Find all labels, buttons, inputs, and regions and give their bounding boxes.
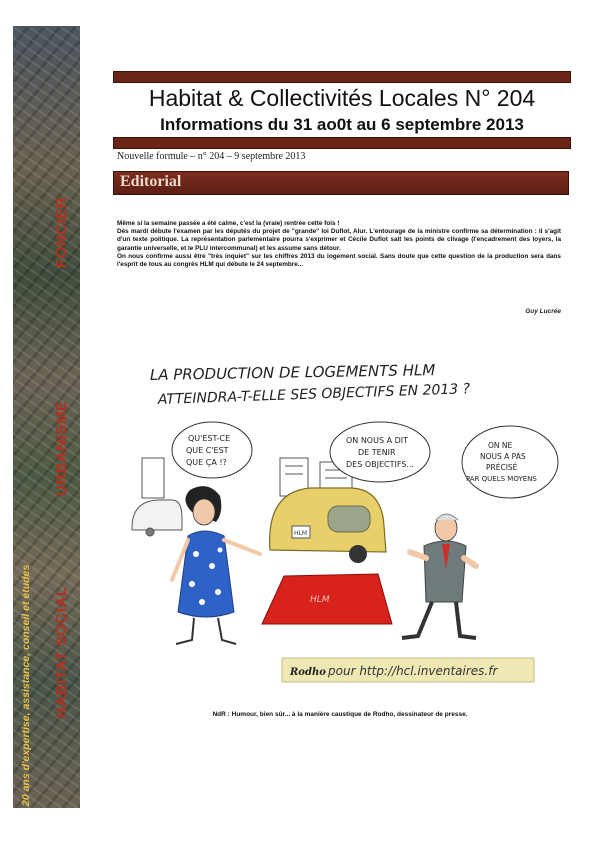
woman-character	[172, 486, 260, 644]
bubble-right-line: PAR QUELS MOYENS	[466, 475, 537, 483]
tent-label: HLM	[310, 595, 330, 605]
cartoon-headline-line2: ATTEINDRA-T-ELLE SES OBJECTIFS EN 2013 ?	[157, 381, 471, 408]
credit-author: Rodho	[290, 667, 326, 678]
page-subtitle: Informations du 31 ao0t au 6 septembre 2013	[160, 115, 524, 134]
editorial-paragraph: On nous confirme aussi être "très inquiet" sur les chiffres 2013 du logement social. Sans doute que cette question de la production sera dans l'esprit de tous au congrès HLM qui débute le 24 septembre...	[117, 252, 561, 269]
bubble-right-line: NOUS A PAS	[480, 452, 526, 461]
cartoon-credit-banner	[282, 658, 534, 682]
cartoon-illustration	[120, 340, 560, 690]
sidebar-photo-strip	[13, 26, 80, 808]
issue-formula: Nouvelle formule – n° 204 – 9 septembre 2013	[117, 151, 306, 162]
cartoon-headline-line1: LA PRODUCTION DE LOGEMENTS HLM	[149, 361, 436, 384]
red-tent	[262, 574, 392, 624]
bubble-left-line: QUE ÇA !?	[186, 458, 227, 467]
editorial-paragraph: Même si la semaine passée a été calme, c'est la (vraie) rentrée cette fois !	[117, 220, 340, 227]
bubble-left-line: QUE C'EST	[186, 446, 229, 455]
speech-bubble-middle	[330, 422, 430, 482]
header-bar-bottom	[113, 137, 571, 149]
cartoon-caption: NdR : Humour, bien sûr... à la manière caustique de Rodho, dessinateur de presse.	[212, 711, 468, 718]
bubble-middle-line: DE TENIR	[358, 448, 396, 457]
sidebar-label-habitat-social: HABITAT SOCIAL	[53, 586, 70, 718]
bubble-middle-line: DES OBJECTIFS...	[346, 460, 415, 469]
speech-bubble-right	[462, 426, 558, 498]
header-bar-top	[113, 71, 571, 83]
small-caravan	[132, 500, 182, 536]
editorial-heading-bar	[113, 171, 569, 195]
editorial-heading: Editorial	[120, 173, 182, 190]
editorial-signature: Guy Lucrée	[525, 308, 561, 315]
man-character	[402, 514, 476, 638]
yellow-caravan	[270, 488, 386, 563]
sidebar-label-urbanisme: URBANISME	[53, 400, 70, 496]
bubble-left-line: QU'EST-CE	[188, 434, 231, 443]
bubble-middle-line: ON NOUS A DIT	[346, 436, 409, 445]
bubble-right-line: PRÉCISÉ	[486, 463, 518, 472]
sidebar-tagline: 20 ans d'expertise, assistance, conseil et études	[20, 564, 32, 806]
editorial-body	[117, 220, 561, 269]
caravan-label: HLM	[294, 530, 308, 537]
sidebar-label-foncier: FONCIER	[53, 197, 70, 268]
editorial-paragraph: Dès mardi débute l'examen par les députés du projet de "grande" loi Duflot, Alur. L'entourage de la ministre confirme sa détermination : il s'agit d'un texte politique. La représentation parlementaire pourra s'exprimer et Cécile Duflot sait les points de clivage (l'encadrement des loyers, la garantie universelle, et le PLU intercommunal) et les assume sans détour.	[117, 228, 561, 252]
speech-bubble-left	[172, 422, 252, 478]
page-title: Habitat & Collectivités Locales N° 204	[148, 85, 536, 111]
credit-url: pour http://hcl.inventaires.fr	[328, 664, 498, 678]
bubble-right-line: ON NE	[488, 441, 513, 450]
